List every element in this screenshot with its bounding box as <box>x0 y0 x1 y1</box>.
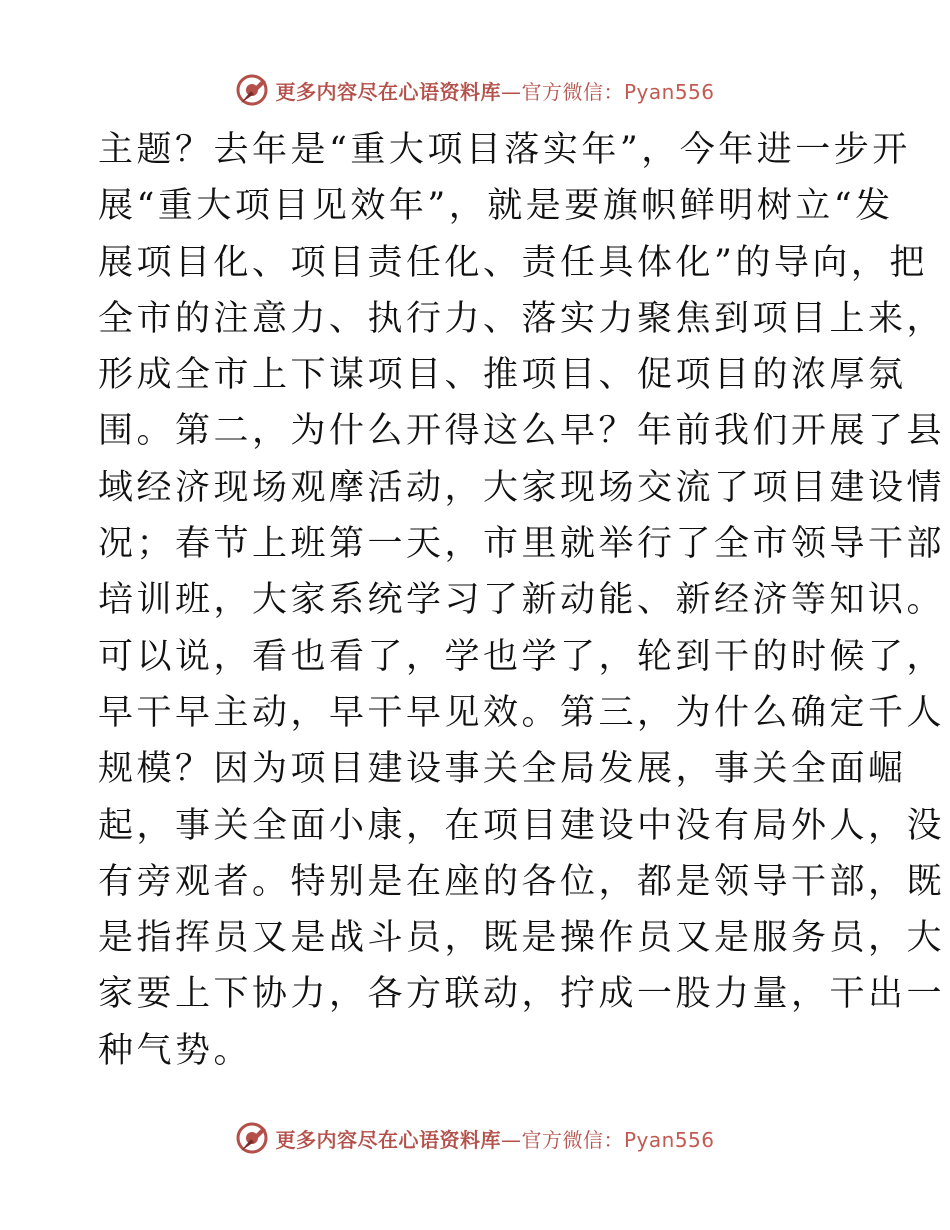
body-line: 主题？去年是“重大项目落实年”，今年进一步开 <box>98 130 911 170</box>
body-line: 况；春节上班第一天，市里就举行了全市领导干部 <box>98 524 946 565</box>
body-line: 早干早主动，早干早见效。第三，为什么确定千人 <box>98 692 946 733</box>
header-banner-text <box>275 76 714 105</box>
pen-logo-icon <box>235 1121 269 1155</box>
body-line: 规模？因为项目建设事关全局发展，事关全面崛 <box>98 749 907 790</box>
header-banner-lead: 更多内容尽在心语资料库 <box>275 79 501 104</box>
footer-banner-contact-label: 官方微信： <box>521 1127 624 1152</box>
footer-banner-contact-id: Pyan556 <box>623 1127 715 1152</box>
body-line: 展项目化、项目责任化、责任具体化”的导向，把 <box>98 242 928 283</box>
header-banner-contact-id: Pyan556 <box>623 79 715 104</box>
body-line: 形成全市上下谋项目、推项目、促项目的浓厚氛 <box>98 355 907 396</box>
body-line: 起，事关全面小康，在项目建设中没有局外人，没 <box>98 805 946 846</box>
footer-banner-text <box>275 1124 714 1153</box>
header-banner-dash: — <box>500 79 522 104</box>
header-banner-contact-label: 官方微信： <box>521 79 624 104</box>
body-line: 种气势。 <box>98 1030 253 1071</box>
body-line: 可以说，看也看了，学也学了，轮到干的时候了， <box>98 636 946 677</box>
body-line: 培训班，大家系统学习了新动能、新经济等知识。 <box>98 580 946 621</box>
footer-banner-dash: — <box>500 1127 522 1152</box>
body-line: 域经济现场观摩活动，大家现场交流了项目建设情 <box>98 467 946 508</box>
body-line: 展“重大项目见效年”，就是要旗帜鲜明树立“发 <box>98 186 894 227</box>
body-line: 家要上下协力，各方联动，拧成一股力量，干出一 <box>98 974 946 1015</box>
body-line: 围。第二，为什么开得这么早？年前我们开展了县 <box>98 411 946 452</box>
pen-logo-icon <box>235 73 269 107</box>
footer-banner <box>0 1118 950 1158</box>
body-line: 是指挥员又是战斗员，既是操作员又是服务员，大 <box>98 918 946 959</box>
body-line: 有旁观者。特别是在座的各位，都是领导干部，既 <box>98 861 946 902</box>
document-body <box>98 122 946 1079</box>
header-banner <box>0 70 950 110</box>
body-line: 全市的注意力、执行力、落实力聚焦到项目上来， <box>98 298 946 339</box>
footer-banner-lead: 更多内容尽在心语资料库 <box>275 1127 501 1152</box>
